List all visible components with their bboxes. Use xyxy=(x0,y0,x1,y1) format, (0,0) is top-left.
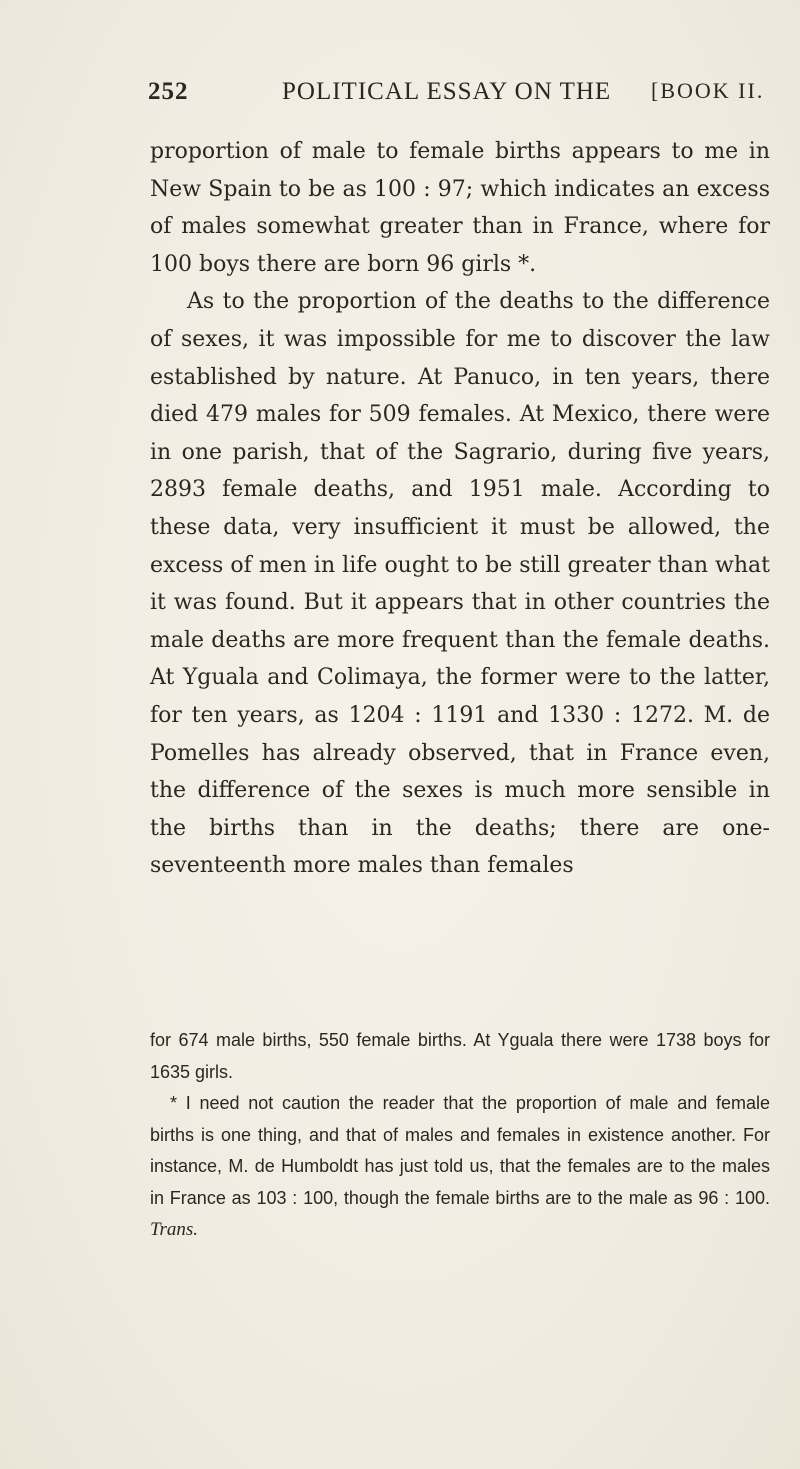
footnote-translator-text: * I need not caution the reader that the proportion of male and female births is one thing, and that of males and females in existence another. For instance, M. de Humboldt has just told us, that the females are to the males in France as 103 : 100, though the female births are to the male as 96 : 100. xyxy=(150,1093,770,1208)
paragraph-deaths: As to the proportion of the deaths to the difference of sexes, it was impossible for me to discover the law established by nature. At Panuco, in ten years, there died 479 males for 509 females. At Mexico, there were in one parish, that of the Sagrario, during five years, 2893 female deaths, and 1951 male. According to these data, very insufficient it must be allowed, the excess of men in life ought to be still greater than what it was found. But it appears that in other countries the male deaths are more frequent than the female deaths. At Yguala and Colimaya, the former were to the latter, for ten years, as 1204 : 1191 and 1330 : 1272. M. de Pomelles has already observed, that in France even, the difference of the sexes is much more sensible in the births than in the deaths; there are one-seventeenth more males than females xyxy=(150,289,770,879)
running-title: POLITICAL ESSAY ON THE xyxy=(282,78,612,105)
running-head xyxy=(148,78,798,118)
footnote-continued: for 674 male births, 550 female births. At Yguala there were 1738 boys for 1635 girls. xyxy=(150,1030,770,1082)
translator-signature: Trans. xyxy=(150,1219,199,1240)
paragraph-continued: proportion of male to female births appears to me in New Spain to be as 100 : 97; which indicates an excess of males somewhat greater than in France, where for 100 boys there are born 96 girls *. xyxy=(150,139,770,277)
page-number: 252 xyxy=(148,78,189,105)
section-reference: [BOOK II. xyxy=(651,78,765,103)
main-text xyxy=(150,133,770,885)
footnote-translator xyxy=(150,1088,770,1246)
footnotes xyxy=(150,1025,770,1246)
